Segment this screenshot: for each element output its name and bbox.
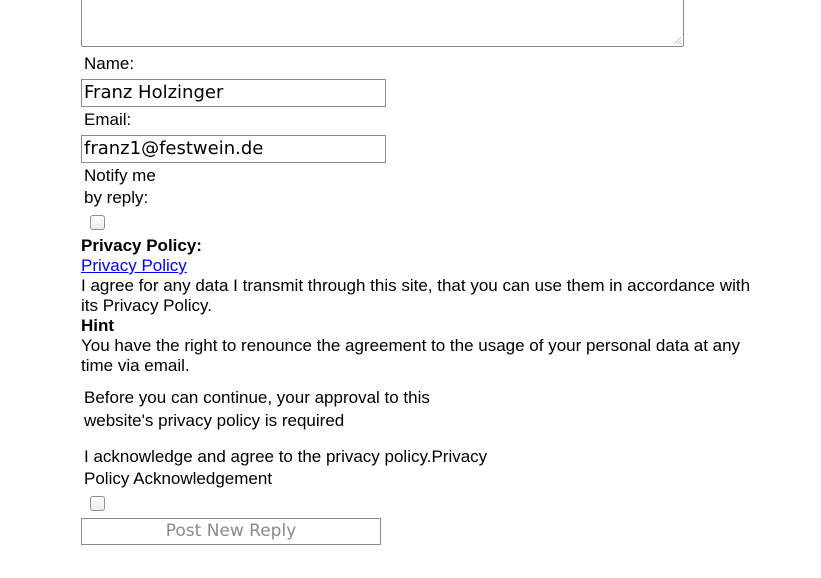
resize-grip-icon[interactable] (672, 35, 681, 44)
notify-label-line1: Notify me (84, 166, 156, 185)
approval-text-line2: website's privacy policy is required (84, 411, 345, 430)
email-label: Email: (84, 110, 132, 129)
notify-checkbox[interactable] (90, 215, 105, 230)
hint-heading: Hint (81, 316, 115, 335)
approval-text-line1: Before you can continue, your approval to this (84, 388, 430, 407)
email-input[interactable]: franz1@festwein.de (81, 135, 386, 163)
post-reply-button[interactable]: Post New Reply (81, 518, 381, 545)
comment-textarea[interactable] (81, 0, 684, 47)
name-label: Name: (84, 54, 135, 73)
ack-label-line2: Policy Acknowledgement (84, 469, 273, 488)
ack-checkbox[interactable] (90, 496, 105, 511)
notify-label-line2: by reply: (84, 188, 149, 207)
privacy-heading: Privacy Policy: (81, 236, 202, 255)
hint-text: You have the right to renounce the agreement to the usage of your personal data at any time via email. (81, 336, 741, 375)
privacy-policy-link[interactable]: Privacy Policy (81, 256, 187, 275)
privacy-text: I agree for any data I transmit through this site, that you can use them in accordance with its Privacy Policy. (81, 276, 751, 315)
ack-label-line1: I acknowledge and agree to the privacy policy.Privacy (84, 447, 488, 466)
name-input[interactable]: Franz Holzinger (81, 79, 386, 107)
